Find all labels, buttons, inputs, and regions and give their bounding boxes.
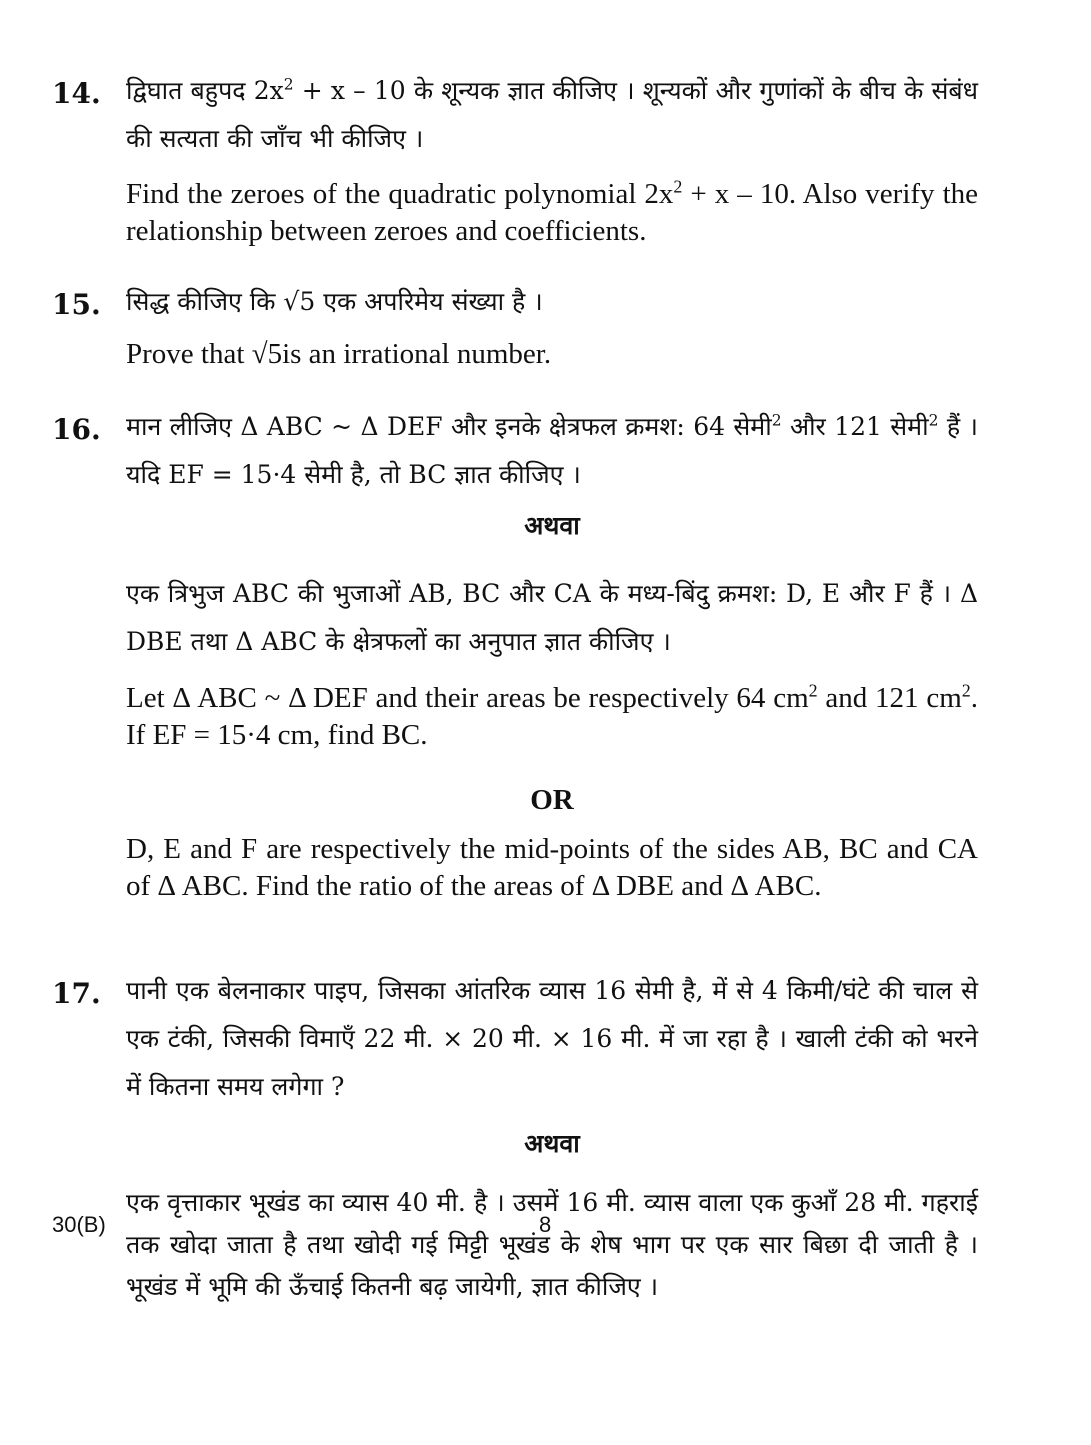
question-number: 14.	[52, 77, 101, 110]
question-text-hindi: द्विघात बहुपद $2x^2 + x - 10$ के शून्यक ज्ञात कीजिए । शून्यकों और गुणांकों के बीच के संबंध की सत्यता की जाँच भी कीजिए ।	[126, 75, 978, 153]
question-text-hindi: मान लीजिए Δ ABC ~ Δ DEF और इनके क्षेत्रफल क्रमश: 64 सेमी$^2$ और 121 सेमी$^2$ हैं । यदि EF = 15·4 सेमी है, तो BC ज्ञात कीजिए ।	[126, 411, 978, 489]
question-text-english: Prove that √5is an irrational number.	[126, 338, 552, 370]
question-text-hindi: पानी एक बेलनाकार पाइप, जिसका आंतरिक व्यास 16 सेमी है, में से 4 किमी/घंटे की चाल से एक टंकी, जिसकी विमाएँ 22 मी. × 20 मी. × 16 मी. में जा रहा है । खाली टंकी को भरने में कितना समय लगेगा ?	[126, 976, 978, 1101]
question-number: 17.	[52, 977, 101, 1010]
or-divider-hindi: अथवा	[524, 1129, 580, 1158]
alternative-text-hindi: एक त्रिभुज ABC की भुजाओं AB, BC और CA के मध्य-बिंदु क्रमश: D, E और F हैं । Δ DBE तथा Δ ABC के क्षेत्रफलों का अनुपात ज्ञात कीजिए ।	[126, 579, 978, 656]
or-divider-hindi: अथवा	[524, 511, 580, 540]
question-number: 16.	[52, 413, 101, 446]
question-text-english: Let Δ ABC ~ Δ DEF and their areas be respectively 64 $cm^2$ and 121 $cm^2$. If EF = 15·4 cm, find BC.	[126, 680, 978, 751]
question-text-hindi: सिद्ध कीजिए कि √5 एक अपरिमेय संख्या है ।	[126, 287, 543, 316]
question-number: 15.	[52, 288, 101, 321]
sqrt-symbol: √5	[283, 287, 316, 316]
page-number: 8	[539, 1212, 552, 1237]
sqrt-symbol: √5	[251, 338, 283, 370]
question-text-english: Find the zeroes of the quadratic polynomial $2x^2 + x - 10$. Also verify the relationship between zeroes and coefficients.	[126, 176, 979, 247]
alternative-text-english: D, E and F are respectively the mid-points of the sides AB, BC and CA of Δ ABC. Find the ratio of the areas of Δ DBE and Δ ABC.	[126, 833, 978, 902]
paper-code: 30(B)	[52, 1212, 106, 1237]
alternative-text-hindi: एक वृत्ताकार भूखंड का व्यास 40 मी. है । उसमें 16 मी. व्यास वाला एक कुआँ 28 मी. गहराई तक खोदा जाता है तथा खोदी गई मिट्टी भूखंड के शेष भाग पर एक सार बिछा दी जाती है । भूखंड में भूमि की ऊँचाई कितनी बढ़ जायेगी, ज्ञात कीजिए ।	[126, 1188, 978, 1301]
or-divider-english: OR	[530, 784, 574, 816]
